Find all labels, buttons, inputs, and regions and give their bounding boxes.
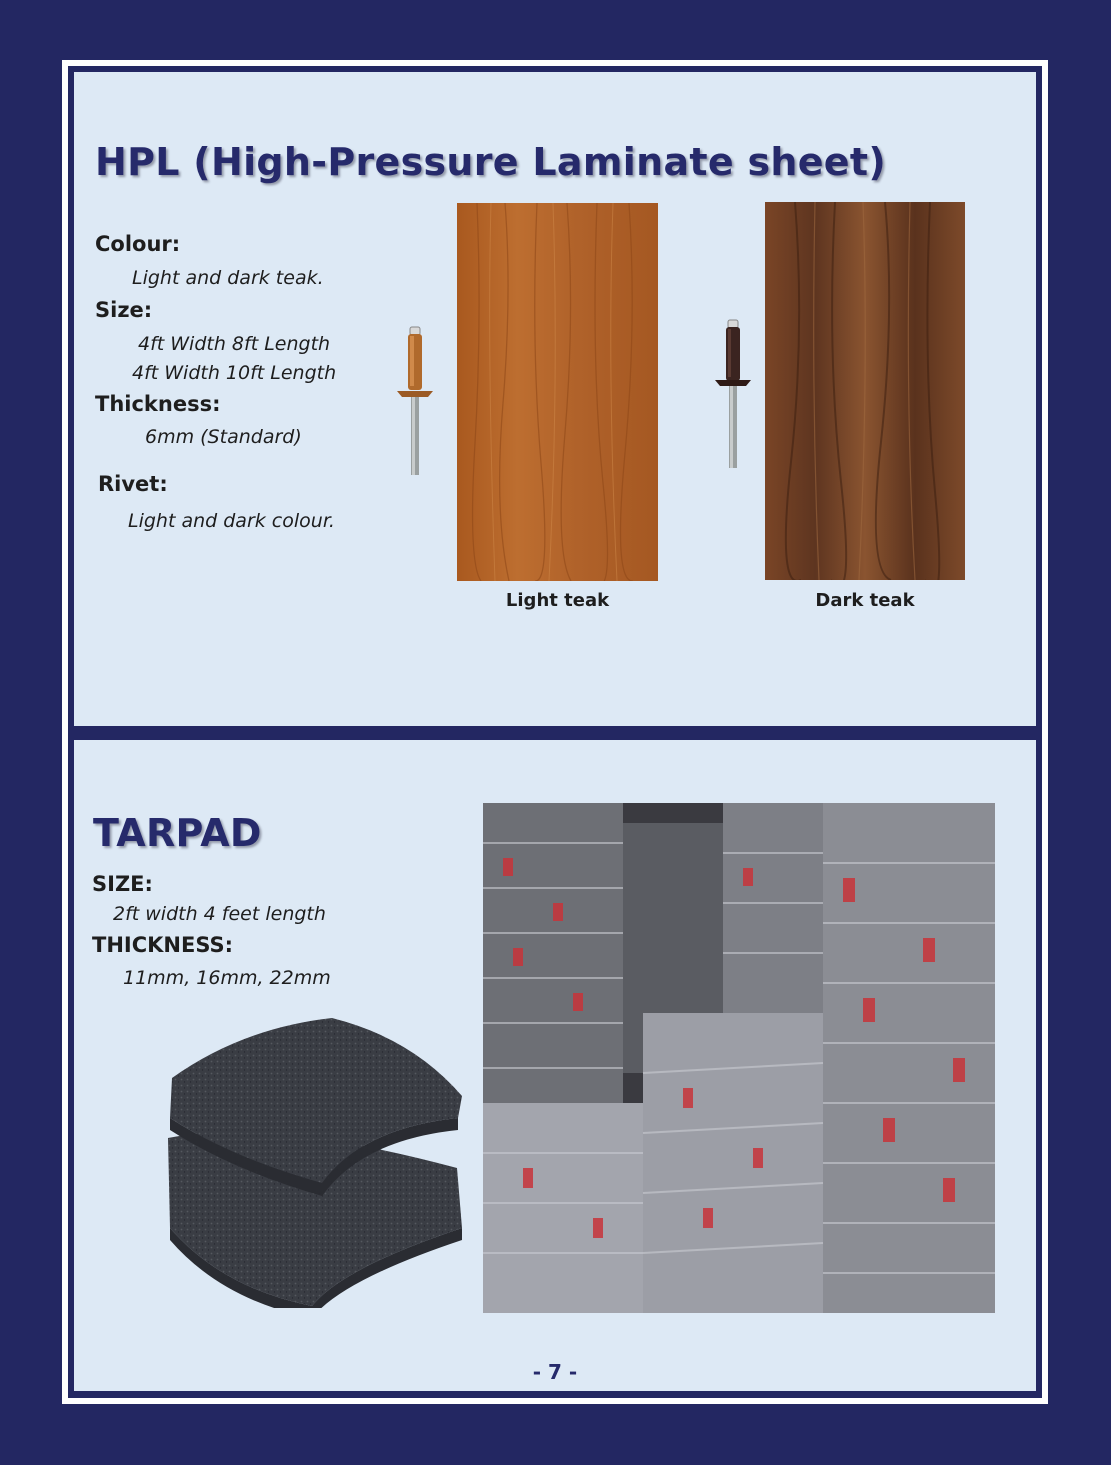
tarpad-product-image (162, 1018, 467, 1308)
tarpad-stack-photo (483, 803, 995, 1313)
dark-teak-caption: Dark teak (815, 590, 915, 611)
page-number: - 7 - (532, 1360, 578, 1384)
rivet-value: Light and dark colour. (128, 510, 335, 532)
light-rivet-image (395, 325, 435, 477)
tarpad-size-label: SIZE: (92, 872, 153, 896)
tarpad-thickness-label: THICKNESS: (92, 933, 234, 957)
light-teak-swatch (457, 203, 658, 581)
rivet-label: Rivet: (98, 472, 168, 496)
size-value-2: 4ft Width 10ft Length (132, 362, 337, 384)
dark-rivet-image (713, 318, 753, 470)
size-value-1: 4ft Width 8ft Length (138, 333, 331, 355)
light-teak-caption: Light teak (505, 590, 610, 611)
thickness-label: Thickness: (95, 392, 221, 416)
tarpad-size-value: 2ft width 4 feet length (113, 903, 326, 925)
tarpad-title: TARPAD (93, 811, 262, 855)
colour-label: Colour: (95, 232, 181, 256)
dark-teak-swatch (765, 202, 965, 580)
hpl-title: HPL (High-Pressure Laminate sheet) (95, 140, 886, 184)
tarpad-thickness-value: 11mm, 16mm, 22mm (123, 967, 331, 989)
size-label: Size: (95, 298, 153, 322)
thickness-value: 6mm (Standard) (145, 426, 302, 448)
colour-value: Light and dark teak. (132, 267, 324, 289)
